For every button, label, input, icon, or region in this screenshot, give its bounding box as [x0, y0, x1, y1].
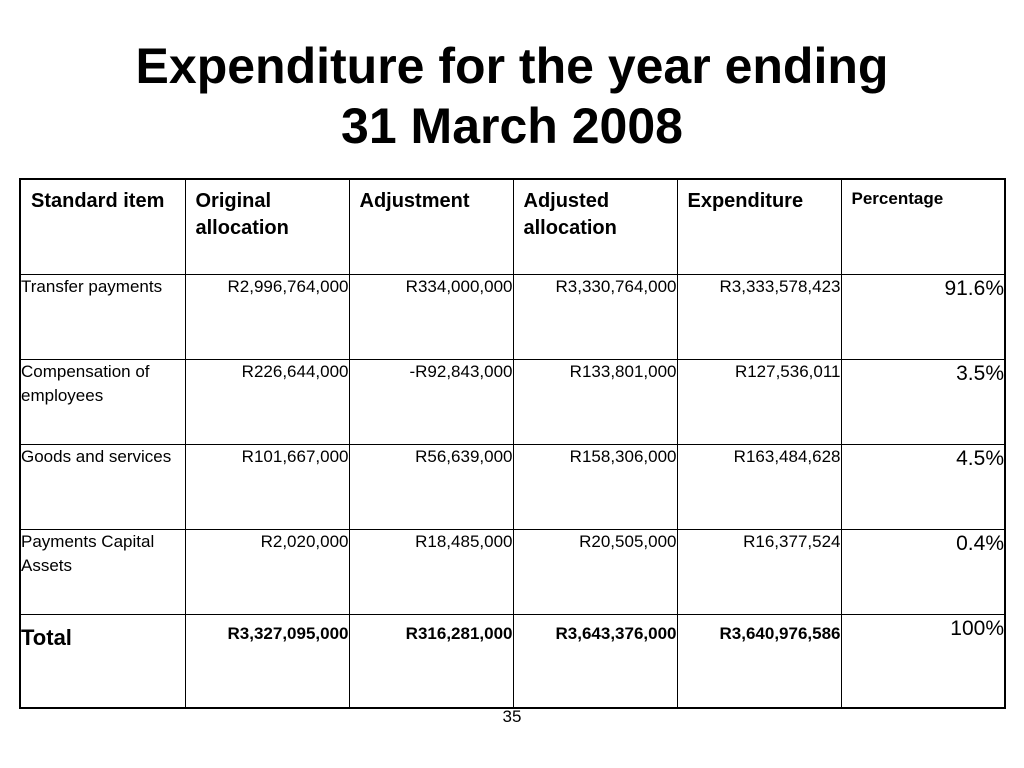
row-original-allocation: R2,996,764,000 [185, 275, 349, 360]
row-adjusted-allocation: R158,306,000 [513, 445, 677, 530]
row-item-label: Goods and services [20, 445, 185, 530]
slide-title-line-1: Expenditure for the year ending [135, 38, 889, 94]
row-original-allocation: R101,667,000 [185, 445, 349, 530]
row-percentage: 0.4% [841, 530, 1005, 615]
row-item-label: Compensation of employees [20, 360, 185, 445]
row-adjusted-allocation: R3,330,764,000 [513, 275, 677, 360]
slide-title-line-2: 31 March 2008 [341, 98, 683, 154]
header-original-allocation: Original allocation [185, 179, 349, 275]
row-expenditure: R16,377,524 [677, 530, 841, 615]
page-number: 35 [502, 707, 522, 726]
total-label: Total [20, 615, 185, 709]
table-row [20, 360, 1005, 445]
row-original-allocation: R226,644,000 [185, 360, 349, 445]
row-percentage: 4.5% [841, 445, 1005, 530]
row-percentage: 91.6% [841, 275, 1005, 360]
row-original-allocation: R2,020,000 [185, 530, 349, 615]
row-expenditure: R3,333,578,423 [677, 275, 841, 360]
table-header-row [20, 179, 1005, 275]
row-adjustment: R18,485,000 [349, 530, 513, 615]
row-item-label: Transfer payments [20, 275, 185, 360]
header-adjusted-allocation: Adjusted allocation [513, 179, 677, 275]
row-item-label: Payments Capital Assets [20, 530, 185, 615]
row-adjustment: R56,639,000 [349, 445, 513, 530]
row-adjusted-allocation: R20,505,000 [513, 530, 677, 615]
row-adjustment: R334,000,000 [349, 275, 513, 360]
row-expenditure: R127,536,011 [677, 360, 841, 445]
table-row [20, 530, 1005, 615]
row-expenditure: R163,484,628 [677, 445, 841, 530]
table-row [20, 445, 1005, 530]
expenditure-table [19, 178, 1006, 709]
total-original-allocation: R3,327,095,000 [185, 615, 349, 709]
total-adjustment: R316,281,000 [349, 615, 513, 709]
header-standard-item: Standard item [20, 179, 185, 275]
row-adjustment: -R92,843,000 [349, 360, 513, 445]
header-adjustment: Adjustment [349, 179, 513, 275]
header-expenditure: Expenditure [677, 179, 841, 275]
total-adjusted-allocation: R3,643,376,000 [513, 615, 677, 709]
table-row [20, 275, 1005, 360]
table-total-row [20, 615, 1005, 709]
row-adjusted-allocation: R133,801,000 [513, 360, 677, 445]
total-expenditure: R3,640,976,586 [677, 615, 841, 709]
header-percentage: Percentage [841, 179, 1005, 275]
row-percentage: 3.5% [841, 360, 1005, 445]
total-percentage: 100% [841, 615, 1005, 709]
slide-title [0, 36, 1024, 156]
